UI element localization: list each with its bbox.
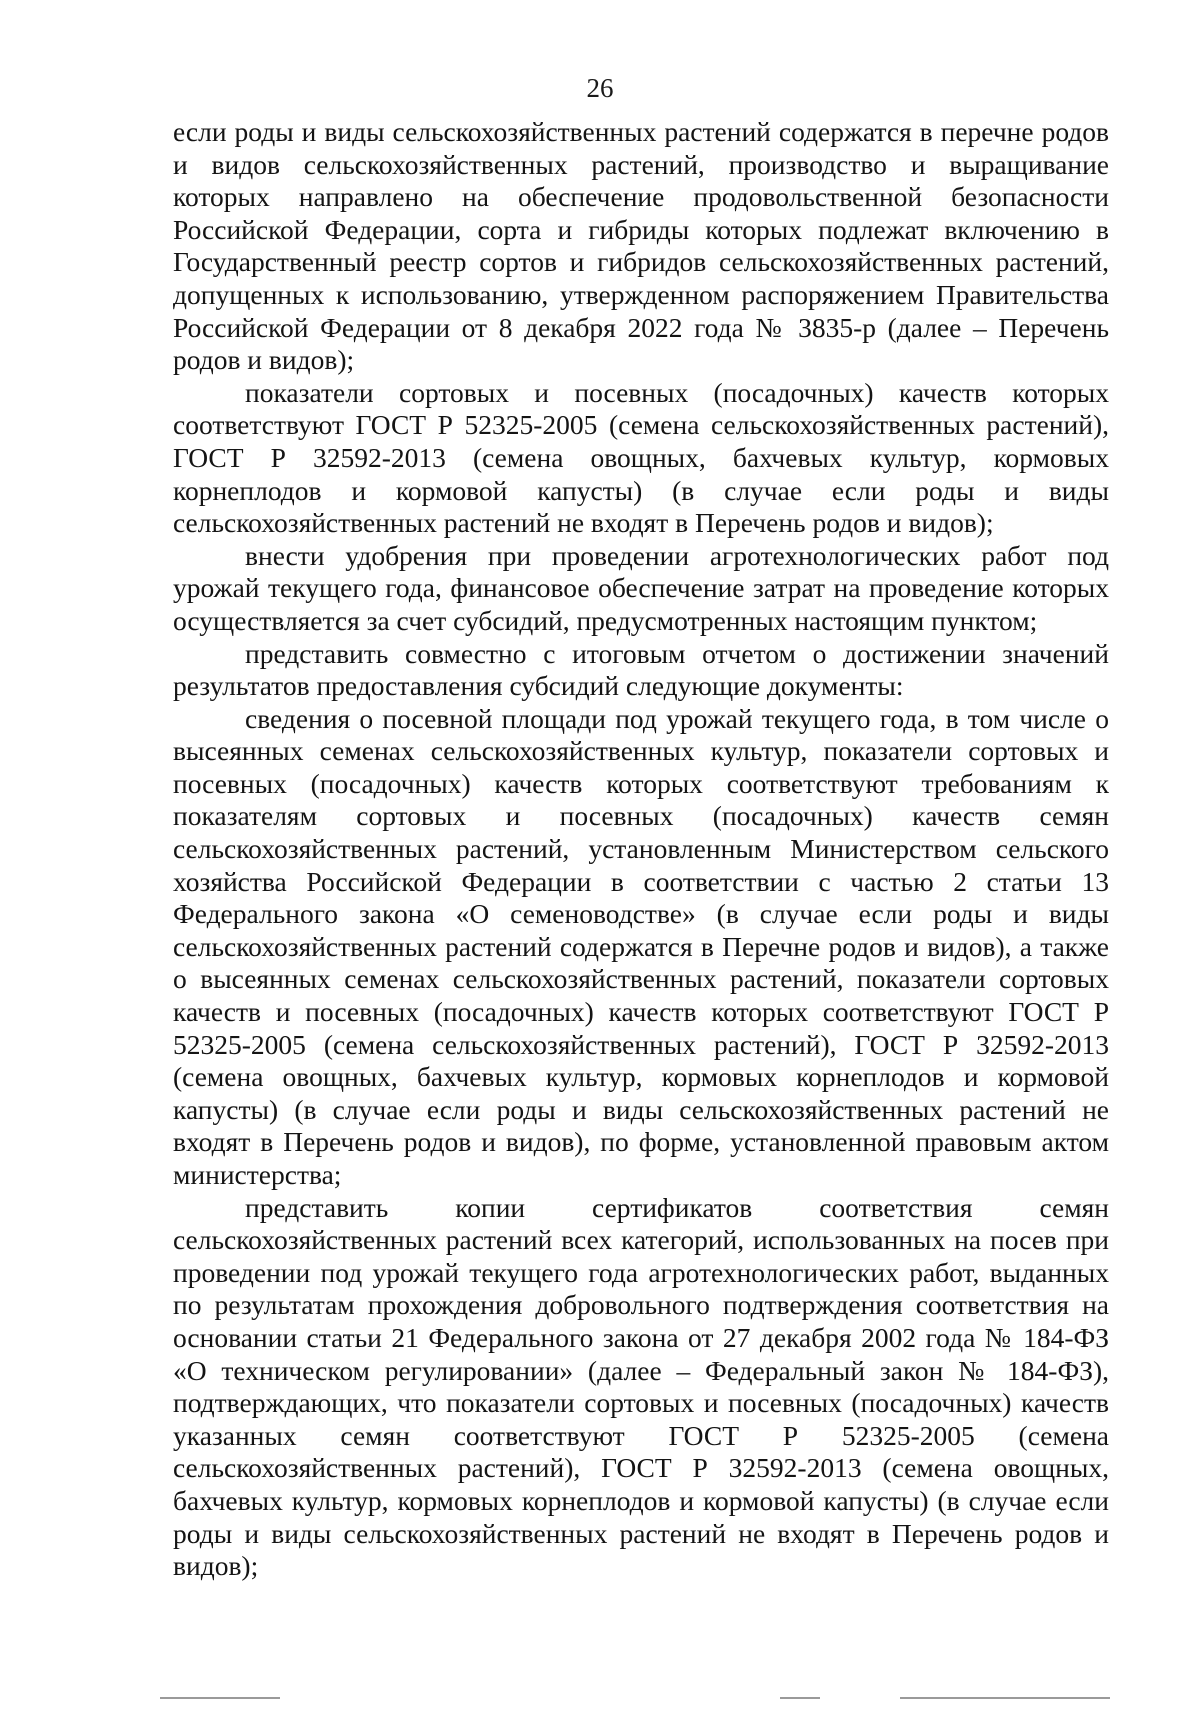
paragraph-5: сведения о посевной площади под урожай текущего года, в том числе о высеянных семенах сельскохозяйственных культур, показатели сортовых и посевных (посадочных) качеств которых соответствуют требованиям к показателям сортовых и посевных (посадочных) качеств семян сельскохозяйственных растений, установленным Министерством сельского хозяйства Российской Федерации в соответствии с частью 2 статьи 13 Федерального закона «О семеноводстве» (в случае если роды и виды сельскохозяйственных растений содержатся в Перечне родов и видов), а также о высеянных семенах сельскохозяйственных растений, показатели сортовых качеств и посевных (посадочных) качеств которых соответствуют ГОСТ Р 52325-2005 (семена сельскохозяйственных растений), ГОСТ Р 32592-2013 (семена овощных, бахчевых культур, кормовых корнеплодов и кормовой капусты) (в случае если роды и виды сельскохозяйственных растений не входят в Перечень родов и видов), по форме, установленной правовым актом министерства; bbox=[173, 702, 1109, 1190]
paragraph-4: представить совместно с итоговым отчетом о достижении значений результатов предоставления субсидий следующие документы: bbox=[173, 637, 1109, 702]
document-body bbox=[173, 116, 1109, 1583]
paragraph-2: показатели сортовых и посевных (посадочных) качеств которых соответствуют ГОСТ Р 52325-2005 (семена сельскохозяйственных растений), ГОСТ Р 32592-2013 (семена овощных, бахчевых культур, кормовых корнеплодов и кормовой капусты) (в случае если роды и виды сельскохозяйственных растений не входят в Перечень родов и видов); bbox=[173, 376, 1109, 539]
scan-artifact-line bbox=[780, 1697, 820, 1699]
scan-artifact-line bbox=[160, 1697, 280, 1699]
page-number: 26 bbox=[586, 73, 614, 103]
paragraph-1: если роды и виды сельскохозяйственных растений содержатся в перечне родов и видов сельскохозяйственных растений, производство и выращивание которых направлено на обеспечение продовольственной безопасности Российской Федерации, сорта и гибриды которых подлежат включению в Государственный реестр сортов и гибридов сельскохозяйственных растений, допущенных к использованию, утвержденном распоряжением Правительства Российской Федерации от 8 декабря 2022 года № 3835-р (далее – Перечень родов и видов); bbox=[173, 116, 1109, 376]
paragraph-3: внести удобрения при проведении агротехнологических работ под урожай текущего года, финансовое обеспечение затрат на проведение которых осуществляется за счет субсидий, предусмотренных настоящим пунктом; bbox=[173, 539, 1109, 636]
scan-artifact-line bbox=[900, 1697, 1110, 1699]
paragraph-6: представить копии сертификатов соответствия семян сельскохозяйственных растений всех категорий, использованных на посев при проведении под урожай текущего года агротехнологических работ, выданных по результатам прохождения добровольного подтверждения соответствия на основании статьи 21 Федерального закона от 27 декабря 2002 года № 184-ФЗ «О техническом регулировании» (далее – Федеральный закон № 184-ФЗ), подтверждающих, что показатели сортовых и посевных (посадочных) качеств указанных семян соответствуют ГОСТ Р 52325-2005 (семена сельскохозяйственных растений), ГОСТ Р 32592-2013 (семена овощных, бахчевых культур, кормовых корнеплодов и кормовой капусты) (в случае если роды и виды сельскохозяйственных растений не входят в Перечень родов и видов); bbox=[173, 1191, 1109, 1582]
